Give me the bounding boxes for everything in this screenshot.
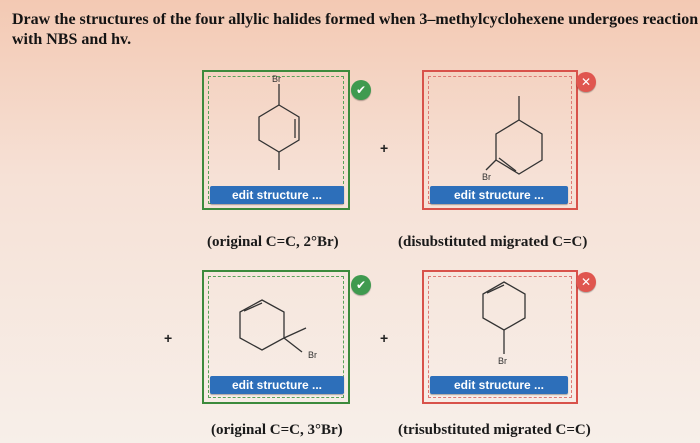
plus-sign-2: +: [164, 330, 173, 346]
caption-3: (original C=C, 3°Br): [211, 422, 343, 438]
edit-structure-button-2[interactable]: edit structure ...: [430, 186, 568, 204]
check-icon: ✔: [351, 275, 371, 295]
atom-label-br-2: Br: [482, 172, 491, 182]
check-icon: ✔: [351, 80, 371, 100]
caption-2: (disubstituted migrated C=C): [398, 234, 588, 250]
caption-4: (trisubstituted migrated C=C): [398, 422, 591, 438]
atom-label-br-1: Br: [272, 74, 281, 84]
answer-panel-4[interactable]: [422, 270, 578, 404]
atom-label-br-4: Br: [498, 356, 507, 366]
caption-1: (original C=C, 2°Br): [207, 234, 339, 250]
answer-panel-3[interactable]: [202, 270, 350, 404]
edit-structure-button-4[interactable]: edit structure ...: [430, 376, 568, 394]
answer-panel-2[interactable]: [422, 70, 578, 210]
question-text-line2: with NBS and hv.: [12, 31, 132, 48]
answer-panel-1[interactable]: [202, 70, 350, 210]
atom-label-br-3: Br: [308, 350, 317, 360]
plus-sign-1: +: [380, 140, 389, 156]
plus-sign-3: +: [380, 330, 389, 346]
question-text-line1: Draw the structures of the four allylic halides formed when 3–methylcyclohexene undergoes reaction: [12, 11, 699, 28]
x-icon: ✕: [576, 272, 596, 292]
edit-structure-button-3[interactable]: edit structure ...: [210, 376, 344, 394]
edit-structure-button-1[interactable]: edit structure ...: [210, 186, 344, 204]
x-icon: ✕: [576, 72, 596, 92]
